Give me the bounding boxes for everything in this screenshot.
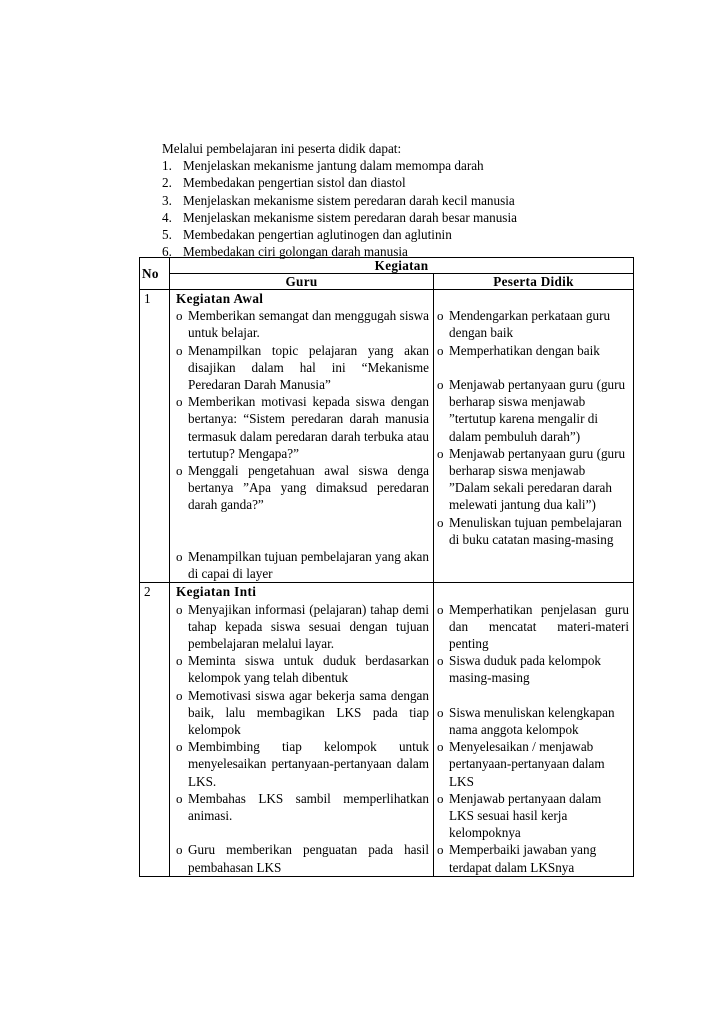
list-item: o Memperhatikan penjelasan guru dan mencatat materi-materi penting (437, 601, 629, 652)
list-item: o Meminta siswa untuk duduk berdasarkan kelompok yang telah dibentuk (176, 653, 429, 686)
siswa-activities (434, 583, 634, 876)
table-row (140, 583, 634, 876)
circle-bullet-icon: o (176, 842, 183, 858)
list-item: o Menjawab pertanyaan dalam LKS sesuai hasil kerja kelompoknya (437, 790, 602, 841)
circle-bullet-icon: o (437, 308, 444, 324)
list-item: o Menyajikan informasi (pelajaran) tahap demi tahap kepada siswa sesuai dengan tujuan pembelajaran melalui layar. (176, 601, 429, 652)
circle-bullet-icon: o (176, 463, 183, 479)
activity-table (139, 257, 634, 877)
circle-bullet-icon: o (437, 790, 444, 806)
list-item: o Memperbaiki jawaban yang terdapat dalam LKSnya (437, 842, 597, 875)
guru-activities (170, 290, 434, 583)
list-item: o Menjawab pertanyaan guru (guru berharap siswa menjawab ”Dalam sekali peredaran darah melewati jantung dua kali”) (437, 445, 626, 513)
objective-item: 6. Membedakan ciri golongan darah manusia (162, 244, 408, 260)
circle-bullet-icon: o (437, 342, 444, 358)
list-item: o Memberikan motivasi kepada siswa dengan bertanya: “Sistem peredaran darah manusia termasuk dalam peredaran darah terbuka atau tertutup? Mengapa?” (176, 394, 429, 461)
circle-bullet-icon: o (176, 687, 183, 703)
list-item: o Membimbing tiap kelompok untuk menyelesaikan pertanyaan-pertanyaan dalam LKS. (176, 739, 429, 789)
list-item: o Siswa menuliskan kelengkapan nama anggota kelompok (437, 704, 615, 738)
objective-item: 4. Menjelaskan mekanisme sistem peredaran darah besar manusia (162, 209, 517, 225)
objective-item: 1. Menjelaskan mekanisme jantung dalam memompa darah (162, 158, 484, 174)
objective-item: 2. Membedakan pengertian sistol dan diastol (162, 175, 406, 191)
list-item: o Menggali pengetahuan awal siswa denga bertanya ”Apa yang dimaksud peredaran darah ganda?” (176, 463, 429, 513)
circle-bullet-icon: o (437, 739, 444, 755)
table-row (140, 290, 634, 583)
circle-bullet-icon: o (437, 653, 444, 669)
list-item: o Guru memberikan penguatan pada hasil pembahasan LKS (176, 842, 429, 875)
circle-bullet-icon: o (437, 445, 444, 461)
learning-objectives (162, 140, 642, 260)
list-item: o Menampilkan topic pelajaran yang akan disajikan dalam hal ini “Mekanisme Peredaran Darah Manusia” (176, 342, 429, 393)
circle-bullet-icon: o (437, 514, 444, 530)
column-header-kegiatan: Kegiatan (170, 258, 634, 274)
circle-bullet-icon: o (437, 842, 444, 858)
list-item: o Membahas LKS sambil memperlihatkan animasi. (176, 790, 429, 824)
circle-bullet-icon: o (437, 704, 444, 720)
list-item: o Menjawab pertanyaan guru (guru berharap siswa menjawab ”tertutup karena mengalir di dalam pembuluh darah”) (437, 376, 626, 444)
objective-item: 3. Menjelaskan mekanisme sistem peredaran darah kecil manusia (162, 192, 515, 208)
objectives-lead: Melalui pembelajaran ini peserta didik dapat: (162, 141, 402, 156)
objectives-list (162, 157, 642, 260)
circle-bullet-icon: o (176, 739, 183, 755)
list-item: o Siswa duduk pada kelompok masing-masing (437, 653, 602, 686)
circle-bullet-icon: o (176, 308, 183, 324)
list-item: o Memberikan semangat dan menggugah siswa untuk belajar. (176, 308, 429, 341)
row-number: 2 (140, 583, 170, 876)
column-header-siswa: Peserta Didik (434, 274, 634, 290)
circle-bullet-icon: o (176, 342, 183, 358)
row-number: 1 (140, 290, 170, 583)
list-item: o Mendengarkan perkataan guru dengan baik (437, 308, 611, 341)
column-header-no: No (140, 258, 170, 290)
siswa-activities (434, 290, 634, 583)
circle-bullet-icon: o (437, 601, 444, 617)
section-title: Kegiatan Awal (176, 291, 264, 306)
circle-bullet-icon: o (437, 376, 444, 392)
circle-bullet-icon: o (176, 790, 183, 806)
circle-bullet-icon: o (176, 653, 183, 669)
circle-bullet-icon: o (176, 549, 183, 565)
list-item: o Menuliskan tujuan pembelajaran di buku catatan masing-masing (437, 514, 622, 547)
list-item: o Menyelesaikan / menjawab pertanyaan-pertanyaan dalam LKS (437, 739, 605, 789)
section-title: Kegiatan Inti (176, 584, 257, 600)
objective-item: 5. Membedakan pengertian aglutinogen dan aglutinin (162, 227, 452, 243)
list-item: o Memperhatikan dengan baik (437, 342, 600, 358)
list-item: o Memotivasi siswa agar bekerja sama dengan baik, lalu membagikan LKS pada tiap kelompok (176, 687, 429, 738)
circle-bullet-icon: o (176, 601, 183, 617)
guru-activities (170, 583, 434, 876)
circle-bullet-icon: o (176, 394, 183, 410)
list-item: o Menampilkan tujuan pembelajaran yang akan di capai di layer (176, 549, 429, 582)
column-header-guru: Guru (170, 274, 434, 290)
